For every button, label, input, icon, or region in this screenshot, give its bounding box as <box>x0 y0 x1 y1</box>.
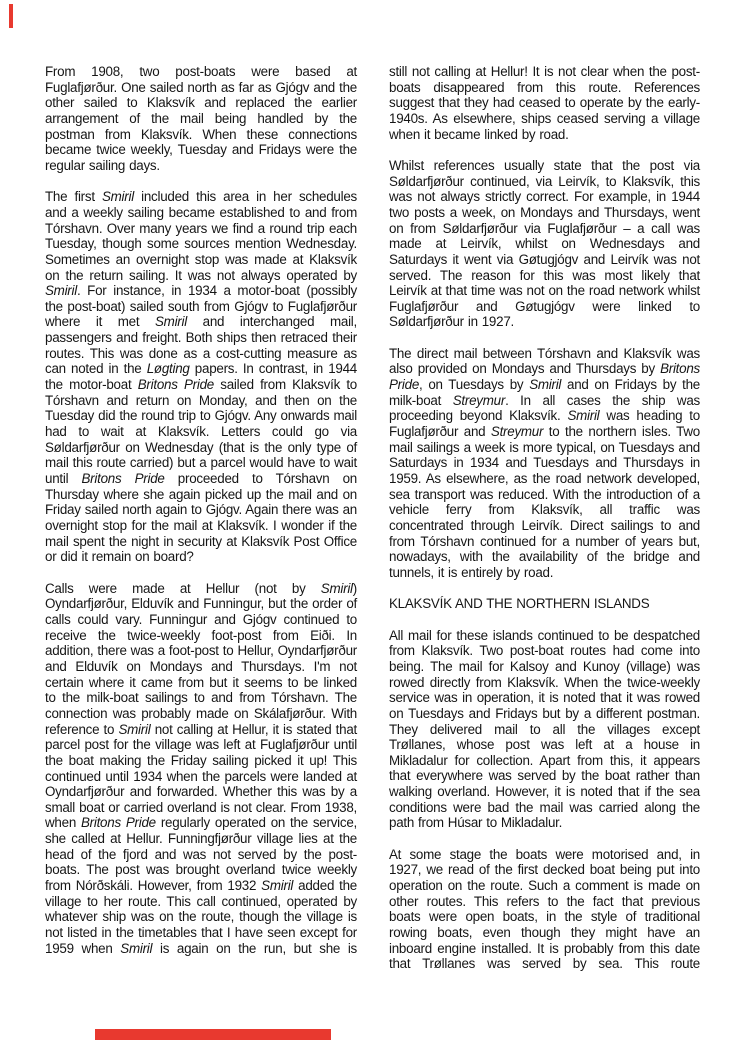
paragraph <box>389 847 700 972</box>
italic-name-text: Streymur <box>490 424 544 440</box>
text-segment: KLAKSVÍK AND THE NORTHERN ISLANDS <box>389 596 650 612</box>
text-segment: . For instance, in 1934 a motor-boat (possibly the post-boat) sailed south from Gjógv to Fuglafjørður where it met <box>45 283 357 330</box>
text-segment: and interchanged mail, passengers and freight. Both ships then retraced their routes. This was done as a cost-cutting measure as can noted in the <box>45 314 357 377</box>
text-segment: All mail for these islands continued to be despatched from Klaksvík. Two post-boat routes had come into being. The mail for Kalsoy and Kunoy (village) was rowed directly from Klaksvík. When the twice-weekly service was in operation, it is noted that it was rowed on Tuesdays and Fridays but by a different postman. They delivered mail to all the villages except Trøllanes, whose post was left at a house in Mikladalur for collection. Apart from this, it appears that everywhere was served by the boat rather than walking overland. However, it is noted that if the sea conditions were bad the mail was carried along the path from Húsar to Mikladalur. <box>389 627 700 831</box>
italic-name-text: Smiril <box>567 408 600 424</box>
text-segment: to the northern isles. Two mail sailings a week is more typical, on Tuesdays and Saturdays in 1934 and Tuesdays and Thursdays in 1959. As elsewhere, as the road network developed, sea transport was reduced. With the introduction of a vehicle ferry from Klaksvík, all traffic was concentrated through Leirvík. Direct sailings to and from Tórshavn continued for a number of years but, nowadays, with the availability of the bridge and tunnels, it is entirely by road. <box>389 424 700 580</box>
text-segment: and on Fridays by the milk-boat <box>389 377 700 408</box>
left-text-column <box>45 64 357 972</box>
italic-name-text: Britons Pride <box>81 471 165 487</box>
italic-name-text: Løgting <box>146 361 190 377</box>
italic-name-text: Smiril <box>154 314 187 330</box>
italic-name-text: Britons Pride <box>80 815 156 831</box>
text-segment: sailed from Klaksvík to Tórshavn and return on Monday, and then on the Tuesday did the round trip to Gjógv. Any onwards mail had to wait at Klaksvík. Letters could go via Søldarfjørður on Wednesday (that is the only type of mail this route carried) but a parcel would have to wait until <box>45 377 357 487</box>
red-page-marker-bottom <box>95 1029 331 1040</box>
text-segment: . In all cases the ship was proceeding beyond Klaksvík. <box>389 392 700 424</box>
text-segment: Whilst references usually state that the post via Søldarfjørður continued, via Leirvík, to Klaksvík, this was not always strictly correct. For example, in 1944 two posts a week, on Mondays and Thursdays, went on from Søldarfjørður via Fuglafjørður – a call was made at Leirvík, whilst on Wednesdays and Saturdays it went via Gøtugjógv and Leirvík was not served. The reason for this was most likely that Leirvík at that time was not on the road network whilst Fuglafjørður and Gøtugjógv were linked to Søldarfjørður in 1927. <box>389 157 700 330</box>
text-segment: not calling at Hellur, it is stated that parcel post for the village was left at Fuglafjørður until the boat making the Friday sailing picked it up! This continued until 1934 when the parcels were landed at Oyndarfjørður and forwarded. Whether this was by a small boat or carried overland is not clear. From 1938, when <box>45 721 357 831</box>
italic-name-text: Smiril <box>120 940 153 956</box>
italic-name-text: Smiril <box>118 721 151 737</box>
text-segment: ) Oyndarfjørður, Elduvík and Funningur, but the order of calls could vary. Funningur and Gjógv continued to receive the twice-weekly foot-post from Eiði. In addition, there was a foot-post to Hellur, Oyndarfjørður and Elduvík on Mondays and Thursdays. I'm not certain where it came from but it seems to be linked to the milk-boat sailings to and from Tórshavn. The connection was probably made on Skálafjørður. With reference to <box>45 580 357 737</box>
text-segment: Calls were made at Hellur (not by <box>45 580 321 596</box>
italic-name-text: Smiril <box>320 580 353 596</box>
paragraph <box>389 158 700 330</box>
paragraph <box>45 64 357 174</box>
italic-name-text: Smiril <box>101 189 134 205</box>
red-crop-mark-top-left <box>9 4 13 28</box>
italic-name-text: Smiril <box>45 283 77 299</box>
text-segment: The first <box>45 189 102 205</box>
text-segment: papers. In contrast, in 1944 the motor-boat <box>45 361 357 393</box>
text-segment: proceeded to Tórshavn on Thursday where she again picked up the mail and on Friday sailed north again to Gjógv. Again there was an overnight stop for the mail at Klaksvík. I wonder if the mail spent the night in security at Klaksvík Post Office or did it remain on board? <box>45 471 358 565</box>
text-segment: added the village to her route. This call continued, operated by whatever ship was on the route, though the village is not listed in the timetables that I have seen except for 1959 when <box>45 878 357 956</box>
section-heading <box>389 596 700 612</box>
text-segment: The direct mail between Tórshavn and Klaksvík was also provided on Mondays and Thursdays by <box>389 345 700 377</box>
paragraph <box>389 64 700 142</box>
text-segment: At some stage the boats were motorised and, in 1927, we read of the first decked boat being put into operation on the route. Such a comment is made on other routes. This refers to the fact that previous boats were open boats, in the style of traditional rowing boats, even though they might have an inboard engine installed. It is probably from this date that Trøllanes was served by sea. This route <box>389 846 700 972</box>
italic-name-text: Streymur <box>452 392 506 408</box>
text-segment: regularly operated on the service, she called at Hellur. Funningfjørður village lies at the head of the fjord and was not served by the post-boats. The post was brought overland twice weekly from Nórðskáli. However, from 1932 <box>45 815 357 894</box>
text-segment: included this area in her schedules and a weekly sailing became established to and from Tórshavn. Over many years we find a round trip each Tuesday, though some sources mention Wednesday. Sometimes an overnight stop was made at Klaksvík on the return sailing. It was not always operated by <box>45 189 357 283</box>
text-segment: , on Tuesdays by <box>419 377 530 393</box>
italic-name-text: Smiril <box>529 377 562 393</box>
text-segment: is again on the run, but she is <box>152 940 357 956</box>
paragraph <box>45 189 357 565</box>
italic-name-text: Britons Pride <box>389 361 700 393</box>
paragraph <box>45 581 357 957</box>
italic-name-text: Smiril <box>261 878 294 894</box>
paragraph <box>389 346 700 581</box>
italic-name-text: Britons Pride <box>137 377 214 393</box>
right-text-column <box>389 64 700 988</box>
paragraph <box>389 628 700 832</box>
text-segment: was heading to Fuglafjørður and <box>389 408 700 440</box>
text-segment: From 1908, two post-boats were based at Fuglafjørður. One sailed north as far as Gjógv and the other sailed to Klaksvík and replaced the earlier arrangement of the mail being handled by the postman from Klaksvík. When these connections became twice weekly, Tuesday and Fridays were the regular sailing days. <box>45 64 357 173</box>
text-segment: still not calling at Hellur! It is not clear when the post-boats disappeared from this route. References suggest that they had ceased to operate by the early-1940s. As elsewhere, ships ceased serving a village when it became linked by road. <box>389 64 700 142</box>
